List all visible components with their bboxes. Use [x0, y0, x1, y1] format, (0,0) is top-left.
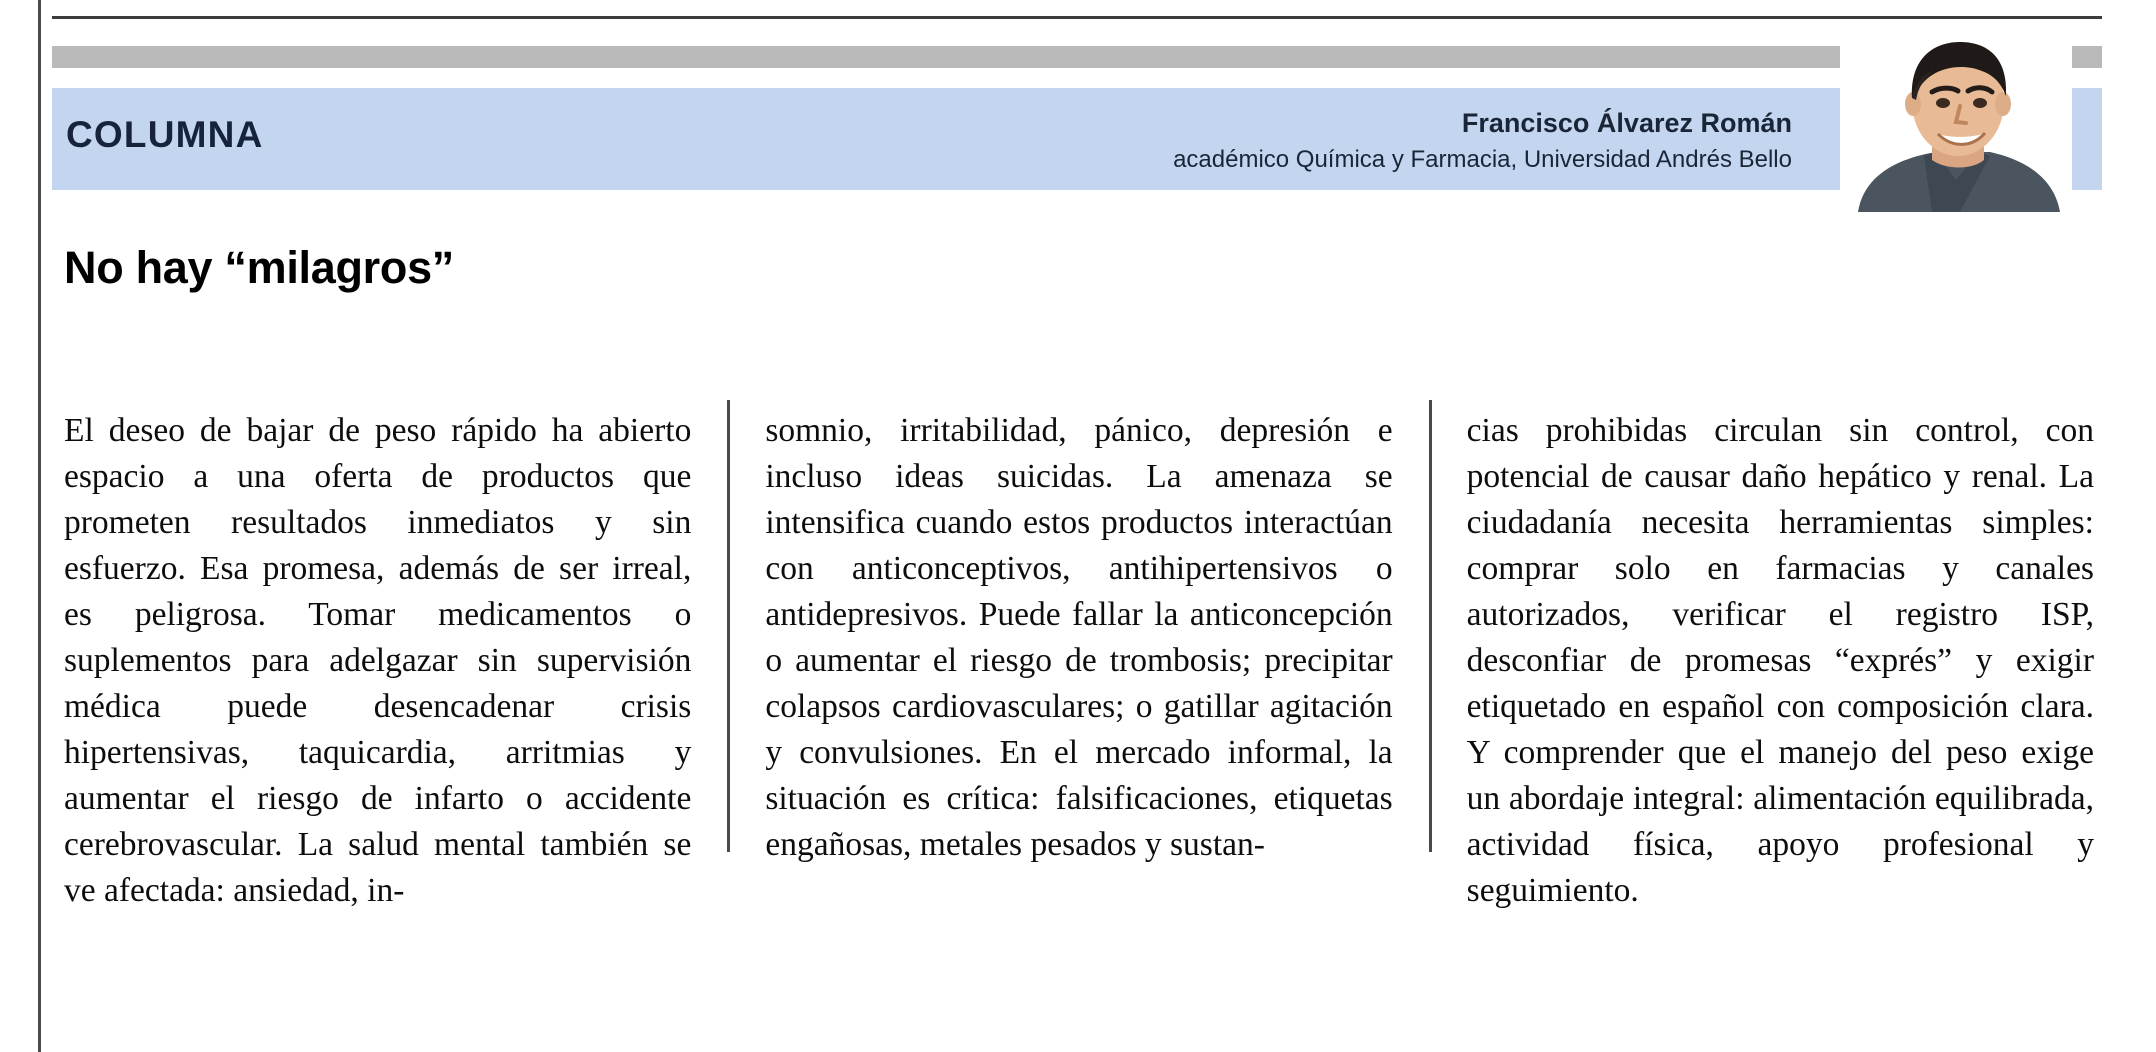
page-left-rule: [38, 0, 41, 1052]
article-paragraph: cias prohibidas circulan sin control, con potencial de causar daño hepático y renal. La ciudadanía necesita herramientas simples: comprar solo en farmacias y canales autorizados, verificar el registro ISP, desconfiar de promesas “exprés” y exigir etiquetado en español con composición clara. Y comprender que el manejo del peso exige un abordaje integral: alimentación equilibrada, actividad física, apoyo profesional y seguimiento.: [1466, 412, 2094, 909]
byline: [692, 106, 1792, 176]
page-title: No hay “milagros”: [64, 242, 454, 294]
author-role: académico Química y Farmacia, Universidad Andrés Bello: [1173, 146, 1792, 173]
section-kicker: COLUMNA: [66, 114, 264, 155]
grey-separator-bar: [52, 46, 2102, 68]
article-content: [52, 0, 2102, 1052]
article-paragraph: somnio, irritabilidad, pánico, depresión e incluso ideas suicidas. La amenaza se intensifica cuando estos productos interactúan con anticonceptivos, antihipertensivos o antidepresivos. Puede fallar la anticoncepción o aumentar el riesgo de trombosis; precipitar colapsos cardiovasculares; o gatillar agitación y convulsiones. En el mercado informal, la situación es crítica: falsificaciones, etiquetas engañosas, metales pesados y sustan-: [765, 412, 1393, 863]
article-columns: [64, 408, 2094, 914]
top-divider-rule: [52, 16, 2102, 19]
article-paragraph: El deseo de bajar de peso rápido ha abierto espacio a una oferta de productos que prometen resultados inmediatos y sin esfuerzo. Esa promesa, además de ser irreal, es peligrosa. Tomar medicamentos o suplementos para adelgazar sin supervisión médica puede desencadenar crisis hipertensivas, taquicardia, arritmias y aumentar el riesgo de infarto o accidente cerebrovascular. La salud mental también se ve afectada: ansiedad, in-: [64, 412, 692, 909]
article-column-1: [64, 408, 691, 914]
article-column-2: [727, 408, 1392, 914]
author-portrait-photo: [1840, 34, 2072, 212]
author-name: Francisco Álvarez Román: [1461, 108, 1792, 138]
article-column-3: [1429, 408, 2094, 914]
